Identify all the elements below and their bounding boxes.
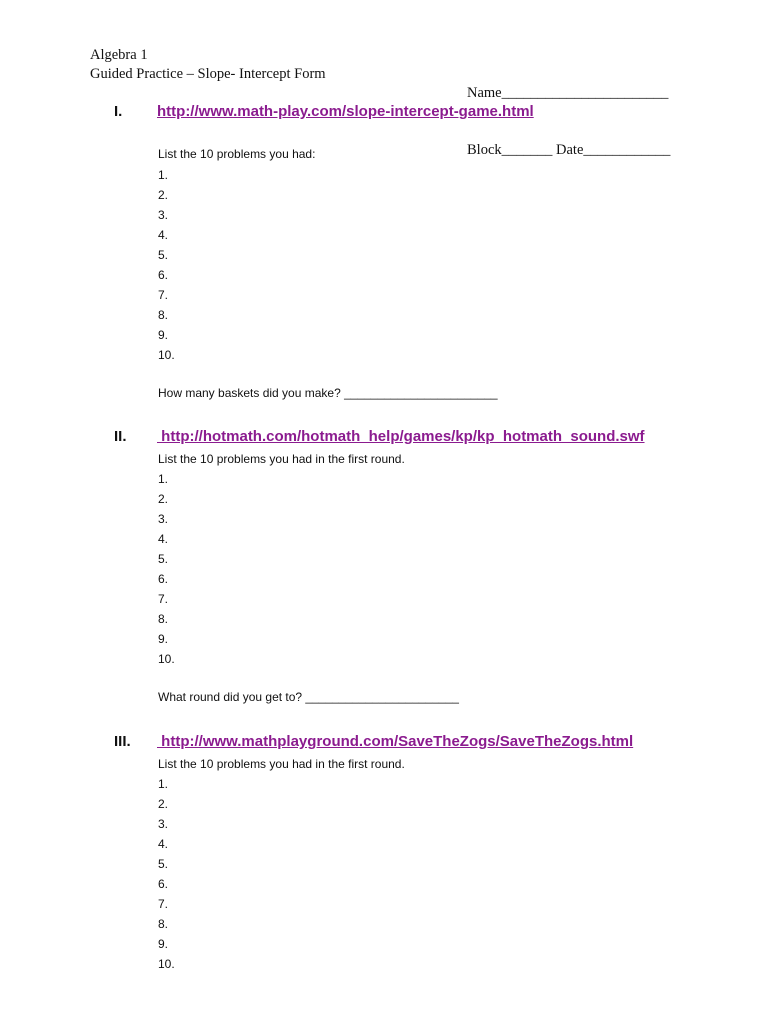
list-item: 1. xyxy=(158,472,169,486)
list-item: 6. xyxy=(158,572,169,586)
list-item: 9. xyxy=(158,632,169,646)
list-item: 1. xyxy=(158,168,169,182)
list-item: 7. xyxy=(158,592,169,606)
list-item: 2. xyxy=(158,797,169,811)
game-link[interactable]: http://www.mathplayground.com/SaveTheZogs/SaveTheZogs.html xyxy=(157,733,634,750)
list-item: 4. xyxy=(158,837,169,851)
list-item: 8. xyxy=(158,612,169,626)
problem-list xyxy=(158,165,175,365)
list-prompt: List the 10 problems you had in the first round. xyxy=(158,452,405,466)
list-prompt: List the 10 problems you had: xyxy=(158,147,316,161)
list-item: 9. xyxy=(158,937,169,951)
list-item: 7. xyxy=(158,897,169,911)
list-item: 6. xyxy=(158,268,169,282)
list-item: 8. xyxy=(158,308,169,322)
section-numeral: II. xyxy=(114,428,127,445)
section-numeral: I. xyxy=(114,103,123,120)
list-item: 9. xyxy=(158,328,169,342)
list-item: 2. xyxy=(158,188,169,202)
list-item: 3. xyxy=(158,817,169,831)
list-item: 6. xyxy=(158,877,169,891)
list-item: 5. xyxy=(158,552,169,566)
name-field[interactable]: Name_______________________ xyxy=(467,85,669,101)
worksheet-title: Guided Practice – Slope- Intercept Form xyxy=(90,66,326,82)
list-item: 10. xyxy=(158,957,175,971)
followup-question: How many baskets did you make? _______________________ xyxy=(158,386,498,400)
list-item: 3. xyxy=(158,208,169,222)
game-link[interactable]: http://hotmath.com/hotmath_help/games/kp/kp_hotmath_sound.swf xyxy=(157,428,645,445)
list-prompt: List the 10 problems you had in the first round. xyxy=(158,757,405,771)
problem-list xyxy=(158,469,175,669)
problem-list xyxy=(158,774,175,974)
game-link[interactable]: http://www.math-play.com/slope-intercept-game.html xyxy=(157,103,534,120)
block-date-field[interactable]: Block_______ Date____________ xyxy=(467,142,671,158)
list-item: 2. xyxy=(158,492,169,506)
list-item: 4. xyxy=(158,228,169,242)
list-item: 8. xyxy=(158,917,169,931)
list-item: 3. xyxy=(158,512,169,526)
section-numeral: III. xyxy=(114,733,131,750)
list-item: 4. xyxy=(158,532,169,546)
list-item: 10. xyxy=(158,348,175,362)
course-name: Algebra 1 xyxy=(90,47,148,63)
header-left xyxy=(90,46,326,84)
list-item: 5. xyxy=(158,857,169,871)
list-item: 5. xyxy=(158,248,169,262)
list-item: 10. xyxy=(158,652,175,666)
list-item: 7. xyxy=(158,288,169,302)
list-item: 1. xyxy=(158,777,169,791)
followup-question: What round did you get to? _______________________ xyxy=(158,690,459,704)
